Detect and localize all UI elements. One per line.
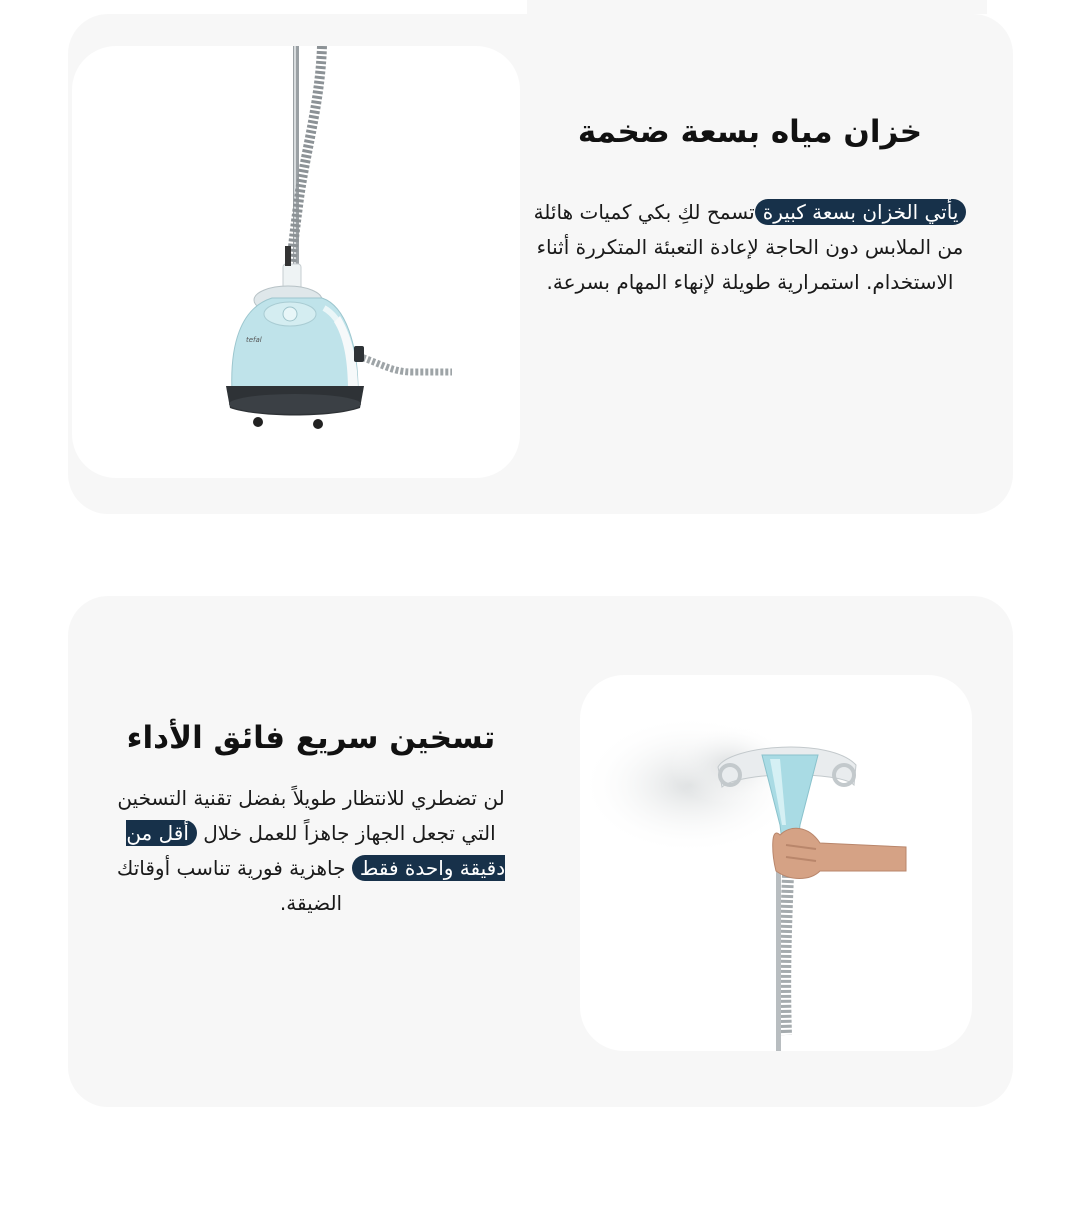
garment-steamer-icon bbox=[72, 46, 520, 478]
top-strip bbox=[527, 0, 987, 14]
feature-image-steamer bbox=[72, 46, 520, 478]
feature-body-text-end: جاهزية فورية تناسب أوقاتك الضيقة. bbox=[116, 856, 346, 916]
brand-label: tefal bbox=[246, 336, 262, 344]
highlight-badge: أقل من دقيقة واحدة فقط bbox=[126, 821, 506, 881]
feature-title: تسخين سريع فائق الأداء bbox=[126, 720, 496, 756]
feature-text-fast-heating bbox=[116, 720, 506, 921]
feature-text-water-tank bbox=[520, 114, 980, 300]
feature-card-water-tank bbox=[68, 14, 1013, 514]
feature-title: خزان مياه بسعة ضخمة bbox=[577, 114, 923, 150]
feature-body-text: تسمح لكِ بكي كميات هائلة من الملابس دون الحاجة لإعادة التعبئة المتكررة أثناء الاستخدام. استمرارية طويلة لإنهاء المهام بسرعة. bbox=[533, 200, 964, 295]
highlight-badge: يأتي الخزان بسعة كبيرة bbox=[755, 199, 967, 225]
feature-card-fast-heating bbox=[68, 596, 1013, 1107]
feature-image-steam-nozzle bbox=[580, 675, 972, 1051]
feature-description bbox=[520, 195, 980, 300]
steam-nozzle-icon bbox=[580, 675, 972, 1051]
feature-body-text: لن تضطري للانتظار طويلاً بفضل تقنية التسخين التي تجعل الجهاز جاهزاً للعمل خلال bbox=[117, 786, 505, 846]
feature-description bbox=[116, 781, 506, 921]
